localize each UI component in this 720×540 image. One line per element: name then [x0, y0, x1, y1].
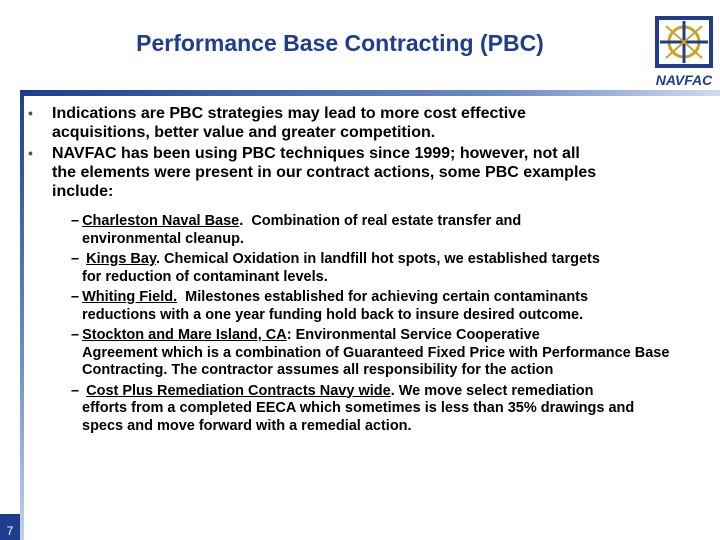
navfac-logo-icon [652, 14, 716, 90]
dash: – [71, 213, 80, 229]
example-name: Whiting Field. [82, 289, 178, 305]
header-accent-bar [20, 90, 720, 96]
bullet-line: Indications are PBC strategies may lead to more cost effective [52, 105, 526, 122]
example-continuation: efforts from a completed EECA which sometimes is less than 35% drawings and specs and move forward with a remedial action. [82, 400, 635, 434]
dash: – [71, 251, 80, 267]
bullet-dot-icon: • [28, 145, 33, 161]
example-continuation: for reduction of contaminant levels. [82, 268, 328, 285]
example-item [71, 213, 676, 248]
example-name: Cost Plus Remediation Contracts Navy wide [86, 382, 391, 399]
dash: – [71, 382, 80, 399]
example-first-line: Combination of real estate transfer and [243, 213, 522, 229]
example-sep: . [390, 382, 395, 399]
example-list [28, 213, 676, 435]
left-accent-bar [20, 90, 24, 540]
bullet-line: include: [52, 183, 114, 200]
bullet-line: the elements were present in our contract actions, some PBC examples [52, 164, 597, 181]
dash: – [71, 327, 80, 343]
example-item [71, 327, 676, 380]
bullet-line: acquisitions, better value and greater competition. [52, 124, 436, 141]
example-name: Charleston Naval Base [82, 213, 240, 229]
example-sep: : [286, 327, 292, 343]
example-sep: . [155, 251, 160, 267]
page-number: 7 [0, 514, 20, 540]
example-name: Kings Bay [86, 251, 156, 267]
example-item [71, 383, 676, 436]
bullet-item [28, 144, 688, 201]
logo-text: NAVFAC [655, 72, 713, 88]
example-first-line: Milestones established for achieving certain contaminants [177, 289, 589, 305]
slide-body [28, 104, 688, 438]
example-continuation: Agreement which is a combination of Guaranteed Fixed Price with Performance Base Contracting. The contractor assumes all responsibility for the action [82, 344, 670, 378]
example-sep: . [239, 213, 244, 229]
example-item [71, 289, 676, 324]
example-item [71, 251, 676, 286]
bullet-item [28, 104, 688, 142]
bullet-line: NAVFAC has been using PBC techniques since 1999; however, not all [52, 145, 580, 162]
example-continuation: reductions with a one year funding hold back to insure desired outcome. [82, 306, 584, 323]
example-first-line: We move select remediation [394, 382, 594, 399]
example-continuation: environmental cleanup. [82, 230, 244, 247]
bullet-dot-icon: • [28, 105, 33, 121]
example-first-line: Chemical Oxidation in landfill hot spots, we established targets [159, 251, 600, 267]
slide-title: Performance Base Contracting (PBC) [136, 30, 544, 56]
example-first-line: Environmental Service Cooperative [291, 327, 540, 343]
example-name: Stockton and Mare Island, CA [82, 327, 287, 343]
dash: – [71, 289, 80, 305]
